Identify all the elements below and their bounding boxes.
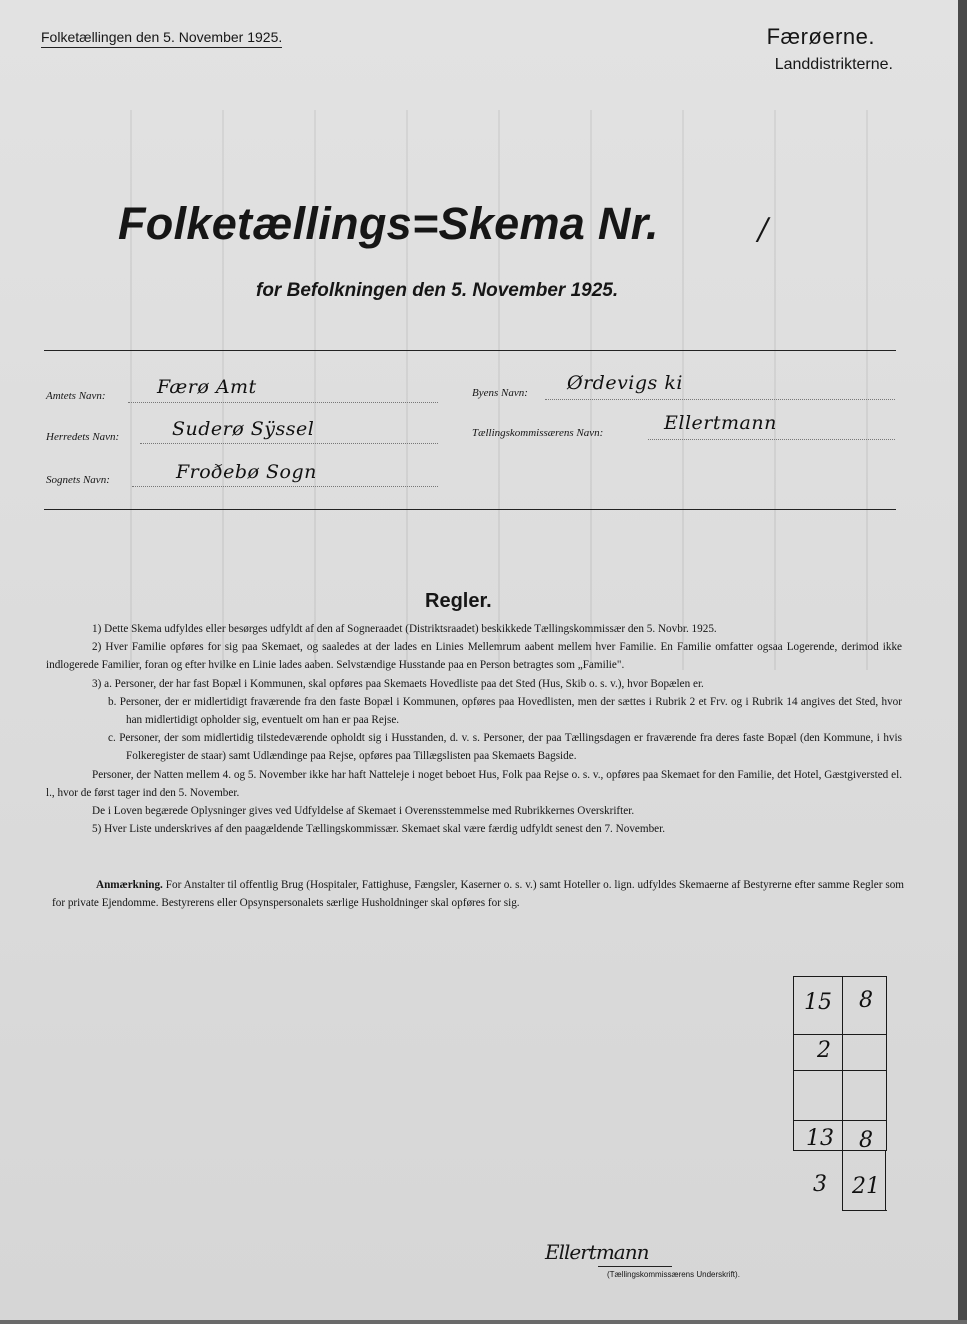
by-label: Byens Navn:	[472, 387, 528, 399]
tally-row-line	[793, 1120, 887, 1121]
kommissaer-dotted-line	[648, 439, 895, 440]
signature-caption: (Tællingskommissærens Underskrift).	[607, 1270, 740, 1279]
annotation-text: For Anstalter til offentlig Brug (Hospitaler, Fattighuse, Fængsler, Kaserner o. s. v.) samt Hoteller o. lign. udfyldes Skemaerne af Bestyrerne efter samme Regler som for private Ejendomme. Bestyrerens eller Opsynspersonalets særlige Husholdninger skal opføres for sig.	[52, 879, 904, 909]
herred-value: Suderø Sÿssel	[172, 418, 315, 440]
tally-cell-r5-left: 3	[813, 1172, 827, 1197]
tally-cell-r4-right: 8	[859, 1128, 873, 1153]
rule-4: De i Loven begærede Oplysninger gives ved Udfyldelse af Skemaet i Overensstemmelse med Rubrikkernes Overskrifter.	[92, 805, 635, 818]
scan-edge-right	[958, 0, 967, 1324]
amt-label: Amtets Navn:	[46, 390, 106, 402]
by-value: Ørdevigs ki	[567, 372, 683, 394]
form-number-handwritten: /	[758, 212, 769, 247]
sogn-value: Froðebø Sogn	[176, 461, 317, 483]
tally-cell-r1-right: 8	[859, 988, 873, 1013]
kommissaer-label: Tællingskommissærens Navn:	[472, 427, 604, 439]
amt-value: Færø Amt	[157, 376, 257, 398]
rule-3a: 3) a. Personer, der har fast Bopæl i Kommunen, skal opføres paa Skemaets Hovedliste paa det Sted (Hus, Skib o. s. v.), hvor Bopælen er.	[92, 677, 704, 690]
by-dotted-line	[545, 399, 895, 400]
census-date-header: Folketællingen den 5. November 1925.	[41, 29, 282, 48]
herred-label: Herredets Navn:	[46, 431, 120, 443]
rule-1: 1) Dette Skema udfyldes eller besørges udfyldt af den af Sogneraadet (Distriktsraadet) beskikkede Tællingskommissær den 5. Novbr. 1925.	[92, 623, 717, 635]
signature-handwritten: Ellertmann	[545, 1240, 649, 1264]
rule-3d: Personer, der Natten mellem 4. og 5. November ikke har haft Natteleje i noget beboet Hus, Folk paa Rejse o. s. v., opføres paa Skemaet for den Familie, det Hotel, Gæstgiversted el. l., hvor de først tager ind den 5. November.	[46, 768, 902, 799]
rules-body	[46, 620, 902, 838]
tally-cell-r2-left: 2	[817, 1038, 831, 1063]
sogn-label: Sognets Navn:	[46, 474, 110, 486]
district-type-header: Landdistrikterne.	[774, 56, 893, 73]
rule-3c: c. Personer, der som midlertidig tilstedeværende opholdt sig i Husstanden, d. v. s. Personer, der paa Tællingsdagen er fraværende fra deres faste Bopæl (den Kommune, i hvis Folkeregister de staar) samt Udlændinge paa Rejse, opføres paa Tillægslisten paa Skemaets Bagside.	[108, 732, 902, 763]
tally-cell-r1-left: 15	[804, 990, 832, 1015]
form-title: Folketællings=Skema Nr.	[118, 198, 659, 249]
rules-heading: Regler.	[425, 590, 492, 612]
herred-dotted-line	[140, 443, 438, 444]
tally-cell-r4-left: 13	[806, 1126, 834, 1151]
tally-cell-r5-right: 21	[852, 1174, 880, 1199]
tally-row-line	[793, 1070, 887, 1071]
form-subtitle: for Befolkningen den 5. November 1925.	[256, 280, 619, 301]
tally-box	[793, 976, 887, 1212]
annotation-label: Anmærkning.	[96, 879, 163, 891]
rule-3b: b. Personer, der er midlertidigt fraværende fra den faste Bopæl i Kommunen, opføres paa Hovedlisten, men der sættes i Rubrik 2 et Frv. og i Rubrik 14 angives det Sted, hvor han midlertidigt opholder sig, eventuelt om han er paa Rejse.	[108, 695, 902, 727]
kommissaer-value: Ellertmann	[664, 412, 777, 434]
sogn-dotted-line	[132, 486, 438, 487]
annotation-note	[52, 876, 904, 912]
divider-top	[44, 350, 896, 351]
divider-bottom	[44, 509, 896, 510]
signature-line	[598, 1266, 672, 1267]
tally-row-line	[793, 1034, 887, 1035]
tally-bottom-line	[842, 1210, 887, 1211]
scan-edge-bottom	[0, 1320, 967, 1324]
rule-5: 5) Hver Liste underskrives af den paagældende Tællingskommissær. Skemaet skal være færdig udfyldt senest den 7. November.	[92, 823, 666, 836]
rule-2: 2) Hver Familie opføres for sig paa Skemaet, og saaledes at der lades en Linies Mellemrum aabent mellem hver Familie. En Familie omfatter ogsaa Logerende, derimod ikke indlogerede Familier, foran og efter hvilke en Linie lades aaben. Selvstændige Husstande paa en Person betragtes som „Familie".	[46, 641, 902, 672]
amt-dotted-line	[128, 402, 438, 403]
region-header: Færøerne.	[766, 24, 875, 49]
